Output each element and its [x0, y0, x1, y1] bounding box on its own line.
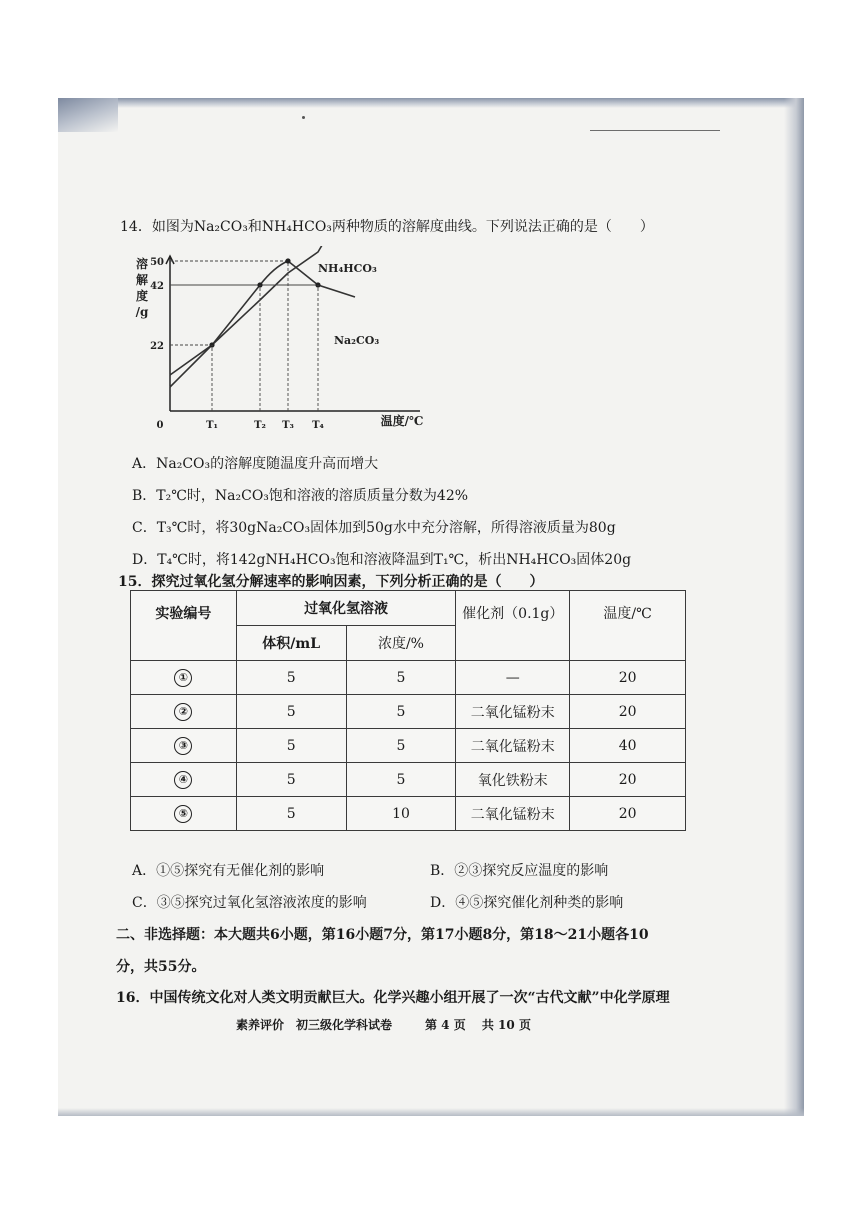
table-row: [131, 763, 686, 797]
header-temperature: 温度/℃: [570, 591, 686, 661]
volume-cell: 5: [236, 763, 346, 797]
y-axis-label-char: 溶: [135, 257, 149, 271]
x-tick-label: T₃: [282, 420, 294, 431]
footer-page-number: 第 4 页 共 10 页: [425, 1018, 531, 1032]
volume-cell: 5: [236, 661, 346, 695]
temperature-cell: 20: [570, 695, 686, 729]
experiment-number: ①: [174, 669, 192, 687]
experiment-number: ⑤: [174, 805, 192, 823]
footer-label: 素养评价: [236, 1018, 285, 1032]
q15-choice-c: C．③⑤探究过氧化氢溶液浓度的影响: [132, 895, 367, 911]
experiment-number: ②: [174, 703, 192, 721]
question-14-stem: 14．如图为Na₂CO₃和NH₄HCO₃两种物质的溶解度曲线。下列说法正确的是（ ）: [120, 219, 654, 235]
temperature-cell: 40: [570, 729, 686, 763]
catalyst-cell: —: [456, 661, 570, 695]
concentration-cell: 10: [346, 797, 456, 831]
section-2-heading-line2: 分，共55分。: [116, 959, 206, 975]
catalyst-cell: 二氧化锰粉末: [456, 729, 570, 763]
q14-option-d: D．T₄℃时，将142gNH₄HCO₃饱和溶液降温到T₁℃，析出NH₄HCO₃固体20g: [132, 552, 632, 568]
y-axis-label-char: 度: [135, 289, 149, 303]
experiment-table: [130, 590, 686, 831]
x-tick-label: T₂: [254, 420, 266, 431]
scan-shadow-bottom: [58, 1108, 804, 1116]
q15-choice-b: B．②③探究反应温度的影响: [430, 863, 609, 879]
question-16-stem: 16．中国传统文化对人类文明贡献巨大。化学兴趣小组开展了一次“古代文献”中化学原理: [116, 990, 670, 1006]
solubility-chart: [130, 246, 430, 441]
temperature-cell: 20: [570, 797, 686, 831]
header-catalyst: 催化剂（0.1g）: [456, 591, 570, 661]
experiment-number: ④: [174, 771, 192, 789]
scan-shadow-corner: [58, 98, 118, 132]
concentration-cell: 5: [346, 763, 456, 797]
y-axis-label-char: /g: [135, 305, 149, 319]
q14-option-c: C．T₃℃时，将30gNa₂CO₃固体加到50g水中充分溶解，所得溶液质量为80g: [132, 520, 616, 536]
q14-option-a: A．Na₂CO₃的溶解度随温度升高而增大: [132, 456, 379, 472]
y-tick-label: 42: [150, 281, 164, 292]
concentration-cell: 5: [346, 661, 456, 695]
y-tick-label: 50: [150, 257, 164, 268]
volume-cell: 5: [236, 695, 346, 729]
table-row: [131, 797, 686, 831]
footer-exam-title: 初三级化学科试卷: [296, 1018, 393, 1032]
q15-choice-d: D．④⑤探究催化剂种类的影响: [430, 895, 624, 911]
header-rule: [590, 130, 720, 131]
x-axis-label: 温度/℃: [380, 414, 424, 428]
series-label-nh4hco3: NH₄HCO₃: [318, 262, 377, 275]
catalyst-cell: 二氧化锰粉末: [456, 797, 570, 831]
volume-cell: 5: [236, 729, 346, 763]
temperature-cell: 20: [570, 763, 686, 797]
y-tick-label: 22: [150, 341, 164, 352]
table-row: [131, 661, 686, 695]
volume-cell: 5: [236, 797, 346, 831]
header-concentration: 浓度/%: [346, 626, 456, 661]
origin-label: 0: [156, 420, 164, 431]
question-15-stem: 15．探究过氧化氢分解速率的影响因素，下列分析正确的是（ ）: [118, 574, 544, 590]
y-axis-label-char: 解: [135, 273, 149, 287]
x-tick-label: T₁: [206, 420, 218, 431]
catalyst-cell: 二氧化锰粉末: [456, 695, 570, 729]
concentration-cell: 5: [346, 695, 456, 729]
concentration-cell: 5: [346, 729, 456, 763]
scan-shadow-right: [784, 98, 804, 1116]
scan-speck: [302, 116, 305, 119]
scan-shadow-top: [58, 98, 804, 108]
temperature-cell: 20: [570, 661, 686, 695]
catalyst-cell: 氧化铁粉末: [456, 763, 570, 797]
series-line: [170, 261, 355, 375]
series-label-na2co3: Na₂CO₃: [334, 334, 380, 347]
x-tick-label: T₄: [312, 420, 324, 431]
section-2-heading-line1: 二、非选择题：本大题共6小题，第16小题7分，第17小题8分，第18～21小题各10: [116, 927, 649, 943]
table-row: [131, 729, 686, 763]
experiment-number: ③: [174, 737, 192, 755]
header-h2o2: 过氧化氢溶液: [236, 591, 456, 626]
header-experiment-no: 实验编号: [131, 591, 237, 661]
header-volume: 体积/mL: [236, 626, 346, 661]
q15-choice-a: A．①⑤探究有无催化剂的影响: [132, 863, 325, 879]
table-row: [131, 695, 686, 729]
q14-option-b: B．T₂℃时，Na₂CO₃饱和溶液的溶质质量分数为42%: [132, 488, 469, 504]
